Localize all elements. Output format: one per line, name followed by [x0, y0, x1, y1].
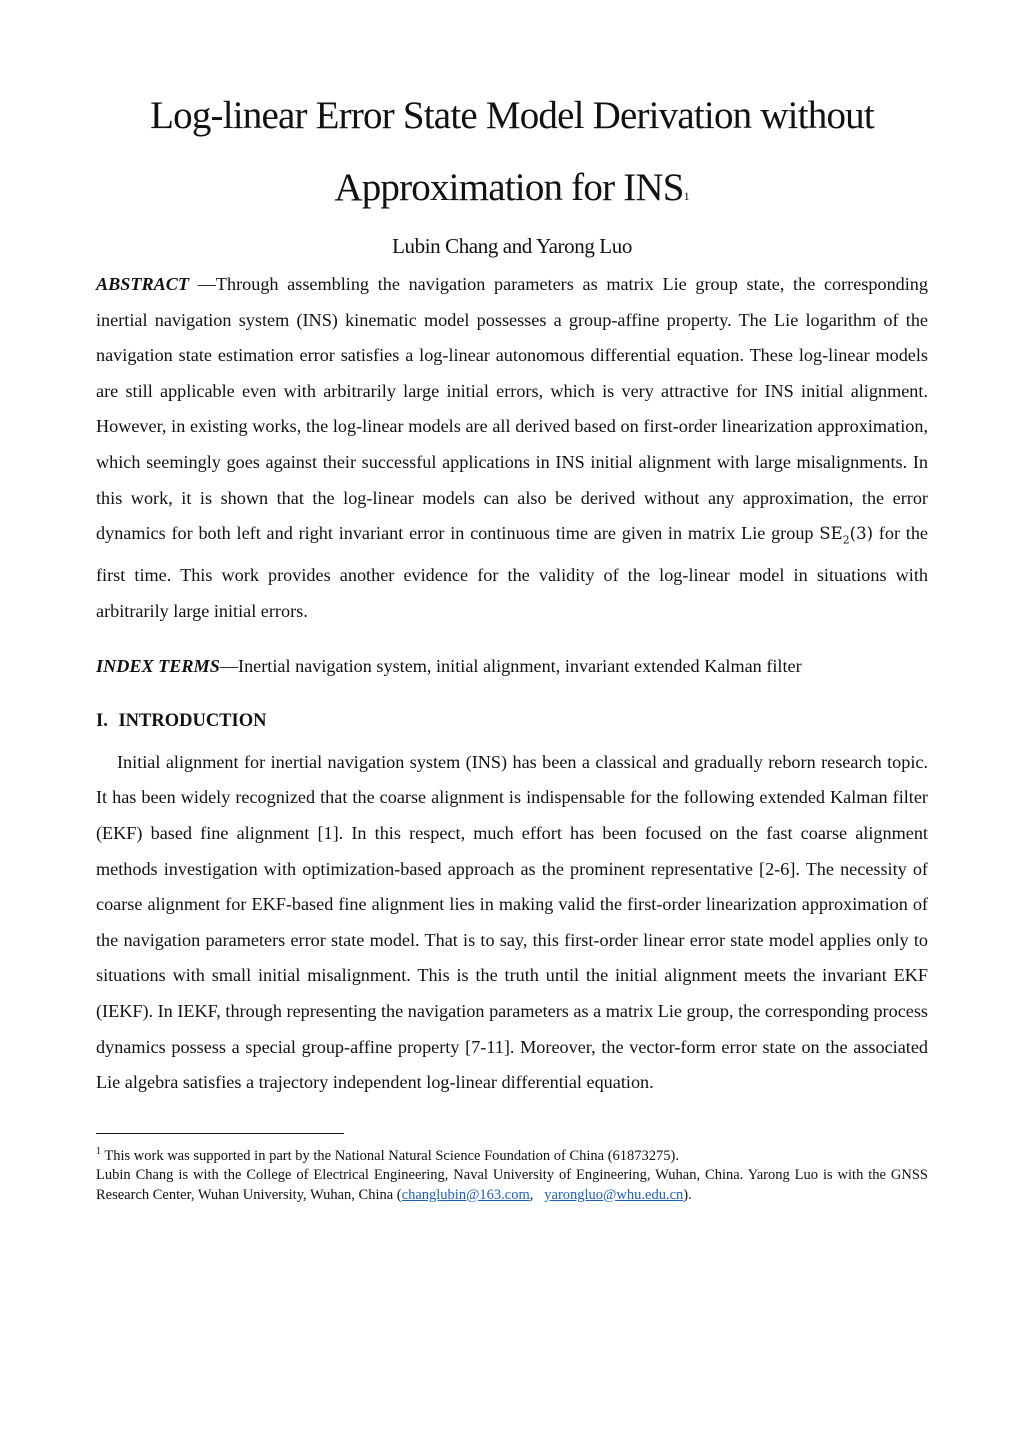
footnote-affiliation-text: Lubin Chang is with the College of Electrical Engineering, Naval University of Engineering, Wuhan, China. Yarong Luo is with the GNSS Research Center, Wuhan University, Wuhan, China (	[96, 1167, 928, 1203]
paper-title	[96, 80, 928, 224]
paper-page	[96, 80, 928, 1205]
footnote-mark: 1	[96, 1145, 101, 1157]
email-separator: ,	[529, 1186, 545, 1203]
math-group: SE	[819, 524, 843, 544]
footnote-funding	[96, 1142, 928, 1166]
math-subscript: 2	[842, 533, 850, 547]
footnote-divider	[96, 1133, 344, 1134]
footnote-closing: ).	[683, 1186, 692, 1203]
footnote-affiliation	[96, 1166, 928, 1205]
index-terms-paragraph	[96, 649, 928, 685]
abstract-text-part-1: —Through assembling the navigation parameters as matrix Lie group state, the corresponding inertial navigation system (INS) kinematic model possesses a group-affine property. The Lie logarithm of the navigation state estimation error satisfies a log-linear autonomous differential equation. These log-linear models are still applicable even with arbitrarily large initial errors, which is very attractive for INS initial alignment. However, in existing works, the log-linear models are all derived based on first-order linearization approximation, which seemingly goes against their successful applications in INS initial alignment with large misalignments. In this work, it is shown that the log-linear models can also be derived without any approximation, the error dynamics for both left and right invariant error in continuous time are given in matrix Lie group	[96, 274, 928, 544]
introduction-paragraph: Initial alignment for inertial navigation system (INS) has been a classical and gradually reborn research topic. It has been widely recognized that the coarse alignment is indispensable for the following extended Kalman filter (EKF) based fine alignment [1]. In this respect, much effort has been focused on the fast coarse alignment methods investigation with optimization-based approach as the prominent representative [2-6]. The necessity of coarse alignment for EKF-based fine alignment lies in making valid the first-order linearization approximation of the navigation parameters error state model. That is to say, this first-order linear error state model applies only to situations with small initial misalignment. This is the truth until the initial alignment meets the invariant EKF (IEKF). In IEKF, through representing the navigation parameters as a matrix Lie group, the corresponding process dynamics possess a special group-affine property [7-11]. Moreover, the vector-form error state on the associated Lie algebra satisfies a trajectory independent log-linear differential equation.	[96, 751, 928, 1093]
author-list: Lubin Chang and Yarong Luo	[392, 234, 632, 258]
abstract-math-se23	[819, 524, 874, 547]
email-link-changlubin[interactable]: changlubin@163.com	[401, 1186, 530, 1203]
footnote-funding-text: This work was supported in part by the National Natural Science Foundation of China (61873275).	[101, 1147, 680, 1164]
math-arg: (3)	[849, 524, 874, 544]
title-line-1: Log-linear Error State Model Derivation without	[150, 94, 874, 137]
abstract-label: ABSTRACT	[96, 274, 189, 294]
abstract-text-part-2: for the first time. This work provides another evidence for the validity of the log-linear model in situations with arbitrarily large initial errors.	[96, 523, 928, 621]
abstract-paragraph	[96, 267, 928, 629]
email-link-yarongluo[interactable]: yarongluo@whu.edu.cn	[544, 1186, 684, 1203]
title-line-2: Approximation for INS	[334, 166, 684, 209]
title-footnote-mark: 1	[683, 189, 690, 203]
footnote-block	[96, 1142, 928, 1206]
section-title: INTRODUCTION	[118, 710, 267, 731]
section-number: I.	[96, 710, 108, 731]
index-terms-text: —Inertial navigation system, initial alignment, invariant extended Kalman filter	[219, 656, 802, 677]
section-heading-introduction	[96, 703, 928, 739]
index-terms-label: INDEX TERMS	[96, 656, 220, 677]
